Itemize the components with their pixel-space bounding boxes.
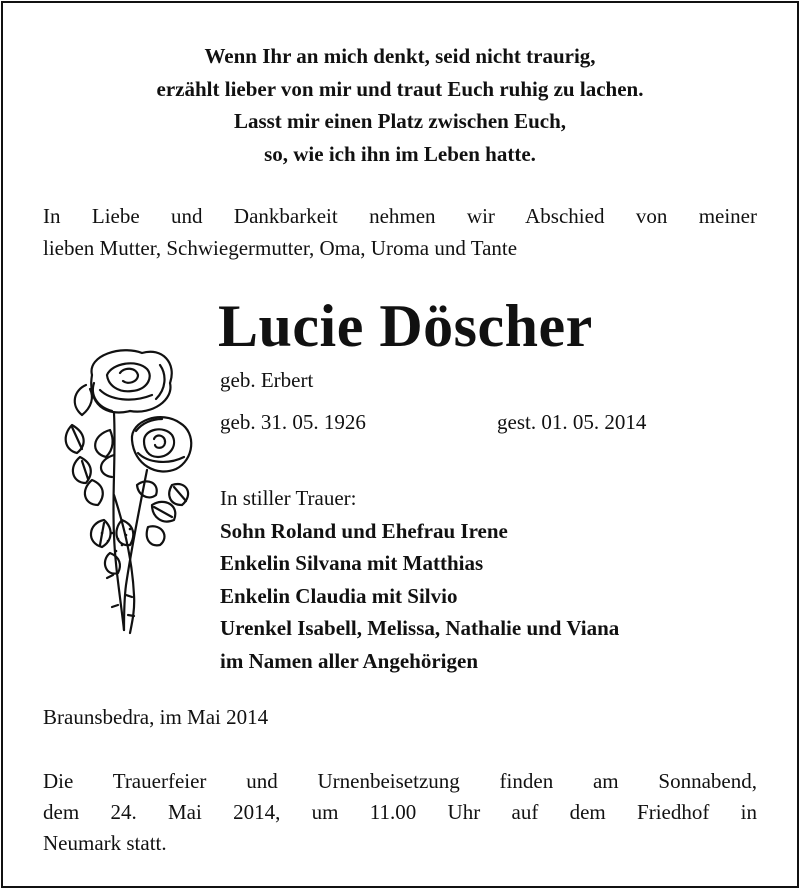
deceased-name: Lucie Döscher bbox=[218, 293, 593, 359]
funeral-notice bbox=[43, 766, 757, 859]
place-date: Braunsbedra, im Mai 2014 bbox=[43, 705, 269, 729]
poem-line: erzählt lieber von mir und traut Euch ruhig zu lachen. bbox=[156, 76, 644, 101]
mourner-line: im Namen aller Angehörigen bbox=[220, 648, 479, 673]
mourner-line: Sohn Roland und Ehefrau Irene bbox=[220, 518, 508, 543]
funeral-line: dem 24. Mai 2014, um 11.00 Uhr auf dem Friedhof in bbox=[43, 800, 757, 824]
poem-line: so, wie ich ihn im Leben hatte. bbox=[264, 141, 536, 166]
rose-icon bbox=[52, 345, 202, 635]
mourner-line: Enkelin Claudia mit Silvio bbox=[220, 583, 458, 608]
intro-line: lieben Mutter, Schwiegermutter, Oma, Uroma und Tante bbox=[43, 236, 518, 260]
birth-date: geb. 31. 05. 1926 bbox=[220, 410, 366, 434]
funeral-line: Die Trauerfeier und Urnenbeisetzung finden am Sonnabend, bbox=[43, 769, 757, 793]
intro-text bbox=[43, 200, 757, 264]
poem-line: Lasst mir einen Platz zwischen Euch, bbox=[233, 109, 567, 133]
intro-line: In Liebe und Dankbarkeit nehmen wir Abschied von meiner bbox=[43, 204, 757, 228]
mourner-line: Enkelin Silvana mit Matthias bbox=[220, 551, 484, 575]
death-date: gest. 01. 05. 2014 bbox=[497, 410, 647, 434]
maiden-name: geb. Erbert bbox=[220, 368, 314, 392]
funeral-line: Neumark statt. bbox=[43, 831, 167, 855]
poem-line: Wenn Ihr an mich denkt, seid nicht traurig, bbox=[204, 44, 596, 68]
mourners-block bbox=[220, 482, 619, 677]
poem bbox=[0, 40, 800, 170]
mourners-heading: In stiller Trauer: bbox=[220, 486, 357, 510]
mourner-line: Urenkel Isabell, Melissa, Nathalie und Viana bbox=[220, 616, 620, 640]
